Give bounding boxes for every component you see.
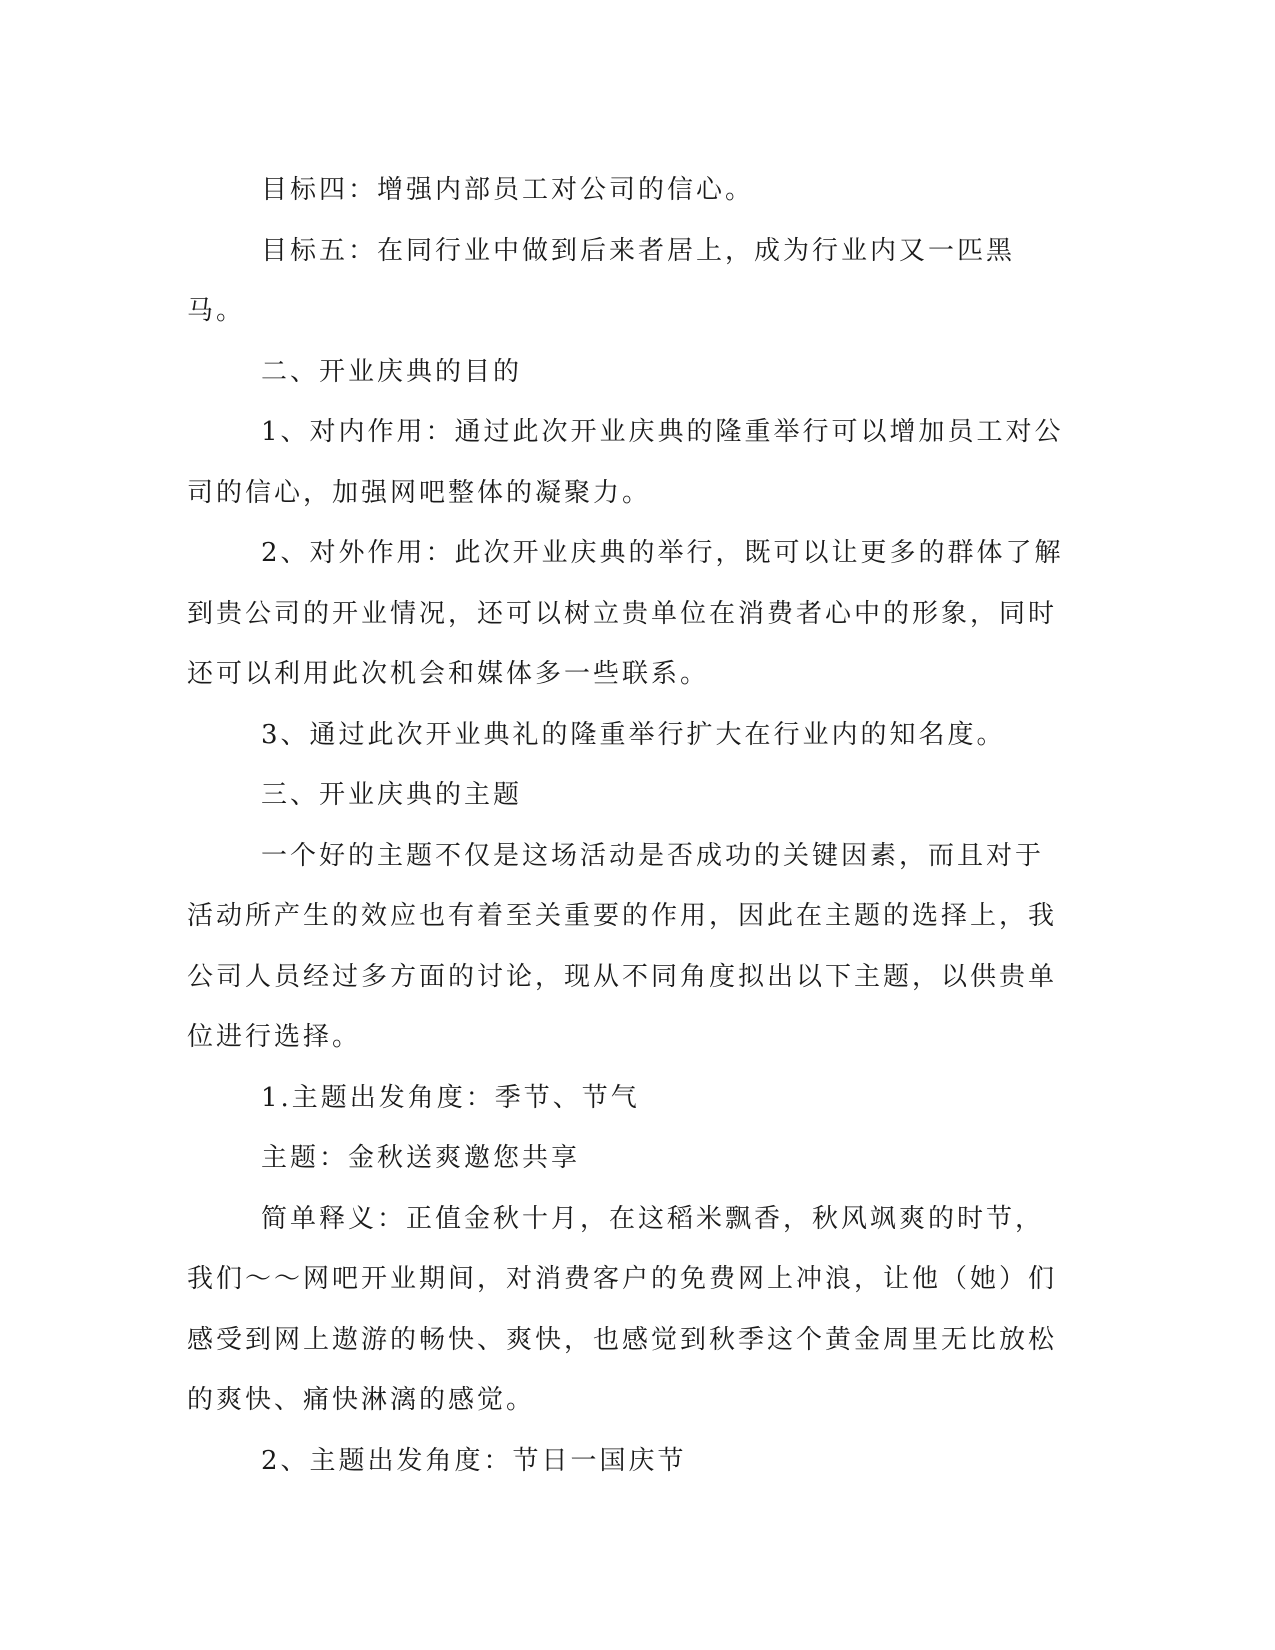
theme-angle-season: 1.主题出发角度：季节、节气 — [261, 1082, 640, 1113]
theme-title-autumn: 主题：金秋送爽邀您共享 — [261, 1143, 581, 1173]
paragraph-theme-intro: 一个好的主题不仅是这场活动是否成功的关键因素，而且对于活动所产生的效应也有着至关重要的作用，因此在主题的选择上，我公司人员经过多方面的讨论，现从不同角度拟出以下主题，以供贵单位进行选择。 — [187, 840, 1058, 1052]
theme-angle-holiday: 2、主题出发角度：节日一国庆节 — [261, 1445, 687, 1476]
paragraph-theme-explanation: 简单释义：正值金秋十月，在这稻米飘香，秋风飒爽的时节，我们～～网吧开业期间，对消费客户的免费网上冲浪，让他（她）们感受到网上遨游的畅快、爽快，也感觉到秋季这个黄金周里无比放松的爽快、痛快淋漓的感觉。 — [187, 1203, 1058, 1415]
section-heading-purpose: 二、开业庆典的目的 — [261, 356, 523, 387]
document-body — [187, 160, 1067, 1491]
paragraph-external-effect: 2、对外作用：此次开业庆典的举行，既可以让更多的群体了解到贵公司的开业情况，还可以树立贵单位在消费者心中的形象，同时还可以利用此次机会和媒体多一些联系。 — [187, 538, 1064, 689]
paragraph-internal-effect: 1、对内作用：通过此次开业庆典的隆重举行可以增加员工对公司的信心，加强网吧整体的凝聚力。 — [187, 417, 1064, 508]
paragraph-goal-four: 目标四：增强内部员工对公司的信心。 — [261, 175, 755, 205]
section-heading-theme: 三、开业庆典的主题 — [261, 780, 523, 810]
paragraph-reputation: 3、通过此次开业典礼的隆重举行扩大在行业内的知名度。 — [261, 719, 1006, 750]
paragraph-goal-five: 目标五：在同行业中做到后来者居上，成为行业内又一匹黑马。 — [187, 235, 1016, 326]
